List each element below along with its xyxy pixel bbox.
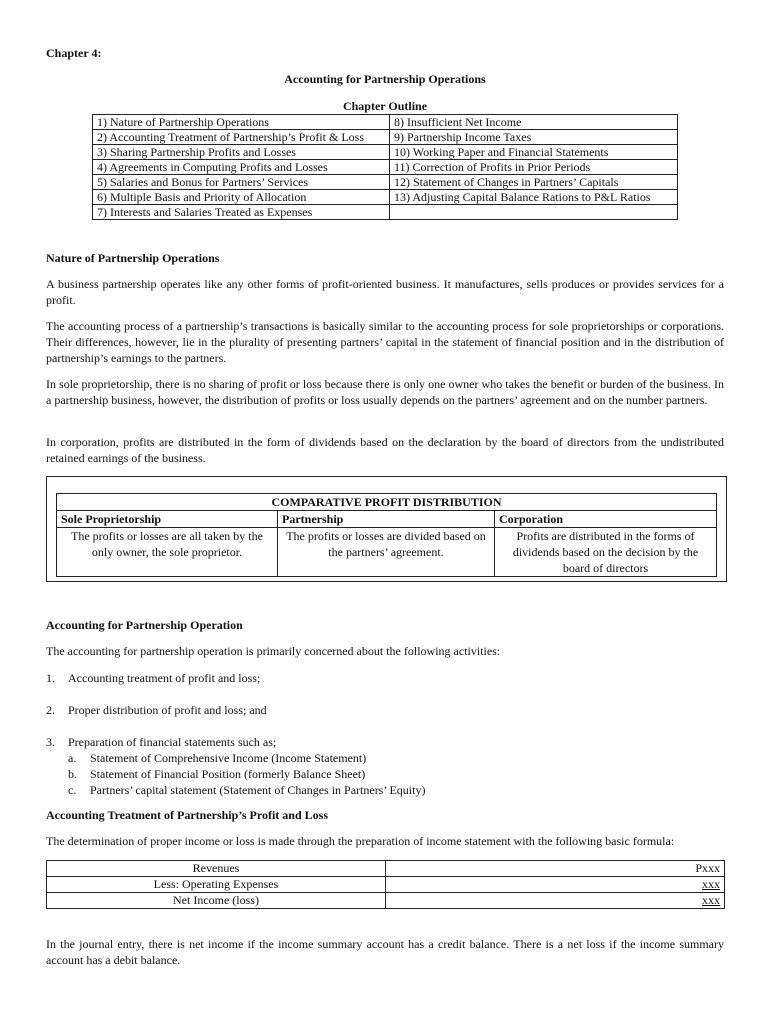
operation-intro: The accounting for partnership operation is primarily concerned about the following activities:	[46, 644, 501, 658]
formula-amount: xxx	[702, 877, 720, 891]
outline-item: 6) Multiple Basis and Priority of Allocation	[93, 190, 390, 205]
list-number: 2.	[46, 703, 55, 717]
sub-letter: b.	[68, 767, 77, 781]
sub-letter: c.	[68, 783, 77, 797]
sub-text: Statement of Financial Position (formerly Balance Sheet)	[90, 767, 366, 781]
list-text: Proper distribution of profit and loss; and	[68, 703, 267, 717]
outline-row	[93, 130, 678, 145]
nature-paragraph-2: The accounting process of a partnership’s transactions is basically similar to the accounting process for sole proprietorships or corporations. Their differences, however, lie in the plurality of presenting partners’ capital in the statement of financial position and in the distribution of partnership’s earnings to the partners.	[46, 319, 724, 365]
outline-row	[93, 190, 678, 205]
nature-paragraph-3: In sole proprietorship, there is no sharing of profit or loss because there is only one owner who takes the benefit or burden of the business. In a partnership business, however, the distribution of profits or loss usually depends on the partners’ agreement and on the number partners.	[46, 377, 724, 407]
list-item	[46, 670, 260, 686]
outline-heading: Chapter Outline	[342, 99, 428, 113]
operation-heading: Accounting for Partnership Operation	[46, 618, 243, 632]
outline-item: 2) Accounting Treatment of Partnership’s Profit & Loss	[93, 130, 390, 145]
chapter-title: Accounting for Partnership Operations	[284, 72, 486, 86]
list-item	[46, 702, 267, 718]
outline-row	[93, 175, 678, 190]
formula-amount: Pxxx	[386, 861, 725, 877]
sub-text: Statement of Comprehensive Income (Income Statement)	[90, 751, 367, 765]
column-header: Partnership	[278, 511, 495, 528]
list-number: 1.	[46, 671, 55, 685]
list-text: Preparation of financial statements such as;	[68, 735, 277, 749]
outline-item: 8) Insufficient Net Income	[390, 115, 678, 130]
outline-row	[93, 160, 678, 175]
comparative-box	[46, 476, 727, 582]
outline-item: 9) Partnership Income Taxes	[390, 130, 678, 145]
income-formula-table	[46, 860, 725, 909]
outline-item: 13) Adjusting Capital Balance Rations to P&L Ratios	[390, 190, 678, 205]
formula-label: Revenues	[47, 861, 386, 877]
treatment-heading: Accounting Treatment of Partnership’s Profit and Loss	[46, 808, 328, 822]
sub-list-item	[68, 782, 425, 798]
outline-item: 5) Salaries and Bonus for Partners’ Services	[93, 175, 390, 190]
nature-paragraph-4: In corporation, profits are distributed in the form of dividends based on the declaration by the board of directors from the undistributed retained earnings of the business.	[46, 435, 724, 465]
chapter-outline-table	[92, 114, 678, 220]
outline-item: 1) Nature of Partnership Operations	[93, 115, 390, 130]
column-header: Sole Proprietorship	[57, 511, 278, 528]
table-cell: The profits or losses are divided based on the partners’ agreement.	[278, 528, 495, 577]
nature-paragraph-1: A business partnership operates like any other forms of profit-oriented business. It manufactures, sells produces or provides services for a profit.	[46, 277, 724, 307]
outline-row	[93, 115, 678, 130]
comparative-title: COMPARATIVE PROFIT DISTRIBUTION	[57, 494, 717, 511]
outline-item: 4) Agreements in Computing Profits and Losses	[93, 160, 390, 175]
treatment-closing: In the journal entry, there is net income if the income summary account has a credit balance. There is a net loss if the income summary account has a debit balance.	[46, 937, 724, 967]
outline-item: 7) Interests and Salaries Treated as Expenses	[93, 205, 390, 220]
outline-item: 12) Statement of Changes in Partners’ Capitals	[390, 175, 678, 190]
list-item	[46, 734, 276, 750]
outline-row	[93, 145, 678, 160]
table-cell: The profits or losses are all taken by the only owner, the sole proprietor.	[57, 528, 278, 577]
outline-item: 11) Correction of Profits in Prior Periods	[390, 160, 678, 175]
comparative-table	[56, 493, 717, 577]
sub-list-item	[68, 766, 365, 782]
table-cell: Profits are distributed in the forms of dividends based on the decision by the board of directors	[495, 528, 717, 577]
formula-label: Net Income (loss)	[47, 893, 386, 909]
outline-item	[390, 205, 678, 220]
list-text: Accounting treatment of profit and loss;	[68, 671, 261, 685]
sub-text: Partners’ capital statement (Statement of Changes in Partners’ Equity)	[90, 783, 426, 797]
nature-heading: Nature of Partnership Operations	[46, 251, 220, 265]
list-number: 3.	[46, 735, 55, 749]
chapter-label: Chapter 4:	[46, 46, 102, 60]
outline-item: 3) Sharing Partnership Profits and Losses	[93, 145, 390, 160]
formula-label: Less: Operating Expenses	[47, 877, 386, 893]
outline-row	[93, 205, 678, 220]
outline-item: 10) Working Paper and Financial Statements	[390, 145, 678, 160]
column-header: Corporation	[495, 511, 717, 528]
treatment-intro: The determination of proper income or loss is made through the preparation of income statement with the following basic formula:	[46, 834, 675, 848]
sub-letter: a.	[68, 751, 77, 765]
formula-amount: xxx	[702, 893, 720, 907]
sub-list-item	[68, 750, 366, 766]
